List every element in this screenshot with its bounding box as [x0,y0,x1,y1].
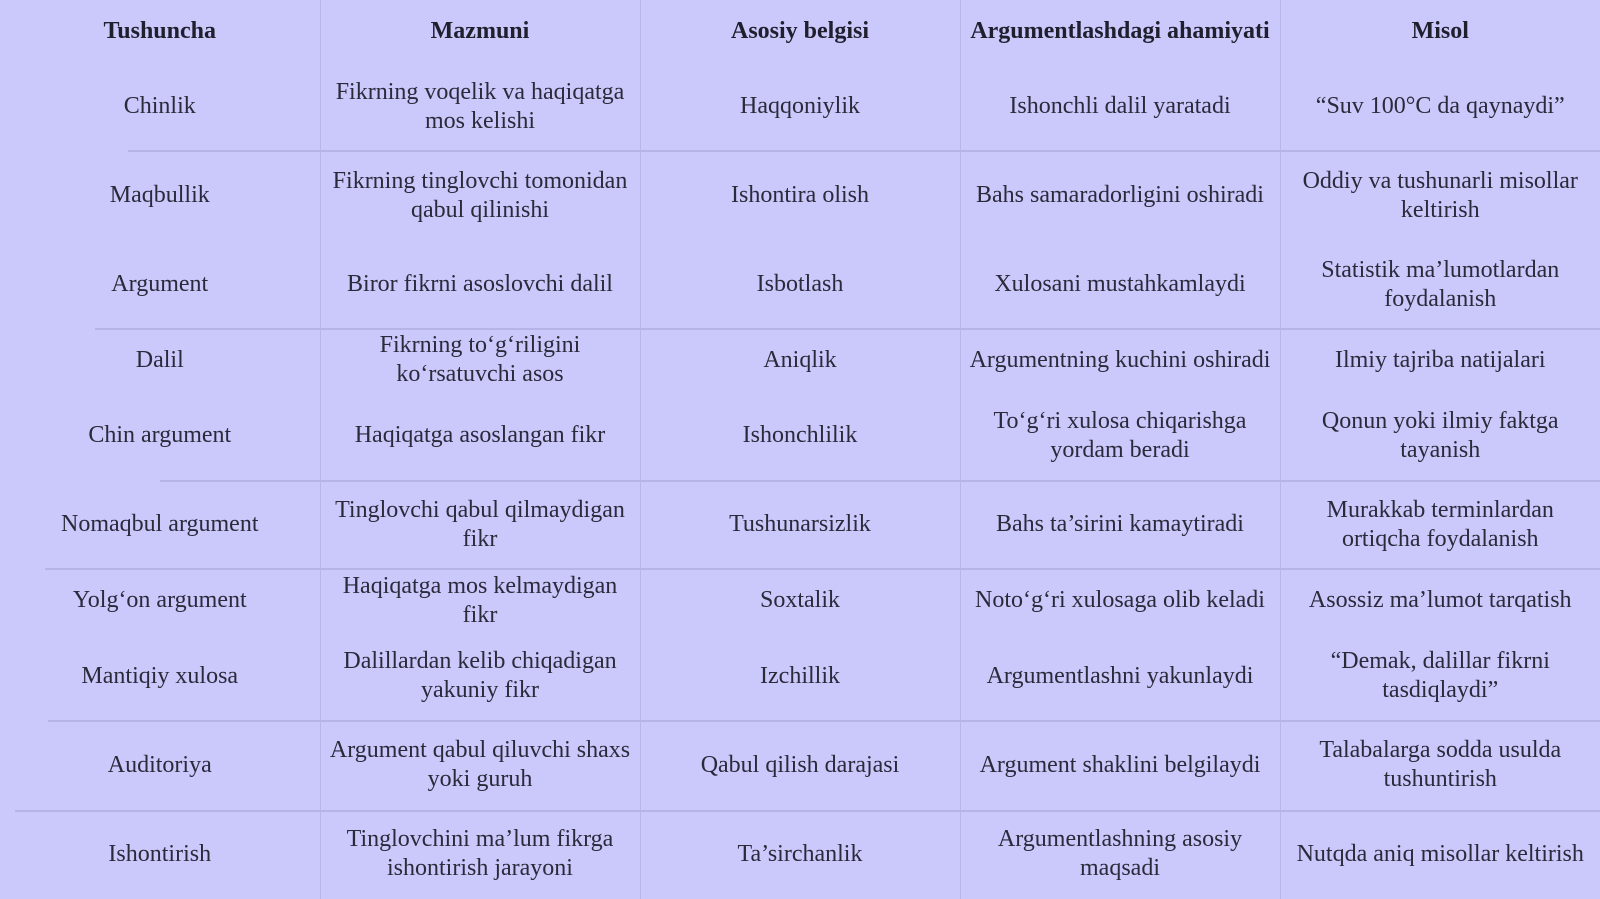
cell-main-feature: Ishontira olish [640,151,960,240]
row-divider [48,720,1600,722]
table-row [0,62,1600,151]
cell-example: Statistik ma’lumotlardan foydalanish [1280,240,1600,329]
cell-concept: Chin argument [88,422,232,449]
cell-content: Tinglovchi qabul qilmaydigan fikr [320,480,640,569]
cell-concept: Chinlik [123,93,196,120]
cell-importance: Argument shaklini belgilaydi [960,721,1280,810]
cell-main-feature: Soxtalik [640,570,960,632]
cell-example: Nutqda aniq misollar keltirish [1280,810,1600,899]
cell-importance: Bahs ta’sirini kamaytiradi [960,480,1280,569]
table-row [0,632,1600,721]
table-row [0,240,1600,329]
cell-main-feature: Ta’sirchanlik [640,810,960,899]
header-cell-importance: Argumentlashdagi ahamiyati [960,0,1280,62]
cell-content: Argument qabul qiluvchi shaxs yoki guruh [320,721,640,810]
table-row [0,570,1600,632]
cell-content: Haqiqatga mos kelmaydigan fikr [320,570,640,632]
cell-main-feature: Ishonchlilik [640,391,960,480]
cell-example: “Suv 100°C da qaynaydi” [1280,62,1600,151]
cell-content: Dalillardan kelib chiqadigan yakuniy fikr [320,632,640,721]
header-cell-concept: Tushuncha [103,17,217,44]
cell-example: Murakkab terminlardan ortiqcha foydalanish [1280,480,1600,569]
cell-main-feature: Qabul qilish darajasi [640,721,960,810]
cell-example: Oddiy va tushunarli misollar keltirish [1280,151,1600,240]
cell-importance: Noto‘g‘ri xulosaga olib keladi [960,570,1280,632]
cell-concept: Argument [111,271,209,298]
cell-concept: Auditoriya [107,751,212,778]
cell-content: Fikrning voqelik va haqiqatga mos kelishi [320,62,640,151]
cell-content: Tinglovchini ma’lum fikrga ishontirish jarayoni [320,810,640,899]
table-row [0,721,1600,810]
cell-main-feature: Haqqoniylik [640,62,960,151]
cell-example: Talabalarga sodda usulda tushuntirish [1280,721,1600,810]
cell-example: “Demak, dalillar fikrni tasdiqlaydi” [1280,632,1600,721]
table-row [0,391,1600,480]
cell-main-feature: Izchillik [640,632,960,721]
header-row [0,0,1600,62]
table-row [0,810,1600,899]
row-divider [15,810,1600,812]
cell-importance: Ishonchli dalil yaratadi [960,62,1280,151]
cell-importance: Xulosani mustahkamlaydi [960,240,1280,329]
row-divider [45,568,1600,570]
cell-concept: Maqbullik [109,182,210,209]
cell-main-feature: Tushunarsizlik [640,480,960,569]
cell-concept: Ishontirish [108,840,212,867]
row-divider [160,480,1600,482]
table-row [0,480,1600,569]
cell-concept: Nomaqbul argument [60,511,259,538]
table-row [0,329,1600,391]
cell-importance: Argumentlashning asosiy maqsadi [960,810,1280,899]
cell-content: Fikrning tinglovchi tomonidan qabul qilinishi [320,151,640,240]
cell-example: Qonun yoki ilmiy faktga tayanish [1280,391,1600,480]
cell-content: Biror fikrni asoslovchi dalil [320,240,640,329]
cell-example: Ilmiy tajriba natijalari [1280,329,1600,391]
cell-importance: To‘g‘ri xulosa chiqarishga yordam beradi [960,391,1280,480]
table-row [0,151,1600,240]
cell-concept: Mantiqiy xulosa [81,662,239,689]
cell-main-feature: Isbotlash [640,240,960,329]
row-divider [128,150,1600,152]
header-cell-content: Mazmuni [320,0,640,62]
cell-example: Asossiz ma’lumot tarqatish [1280,570,1600,632]
row-divider [95,328,1600,330]
header-cell-main-feature: Asosiy belgisi [640,0,960,62]
cell-importance: Bahs samaradorligini oshiradi [960,151,1280,240]
cell-main-feature: Aniqlik [640,329,960,391]
header-cell-example: Misol [1280,0,1600,62]
cell-importance: Argumentlashni yakunlaydi [960,632,1280,721]
cell-importance: Argumentning kuchini oshiradi [960,329,1280,391]
cell-content: Fikrning to‘g‘riligini ko‘rsatuvchi asos [320,329,640,391]
cell-concept: Yolg‘on argument [72,587,247,614]
cell-concept: Dalil [135,346,184,373]
cell-content: Haqiqatga asoslangan fikr [320,391,640,480]
